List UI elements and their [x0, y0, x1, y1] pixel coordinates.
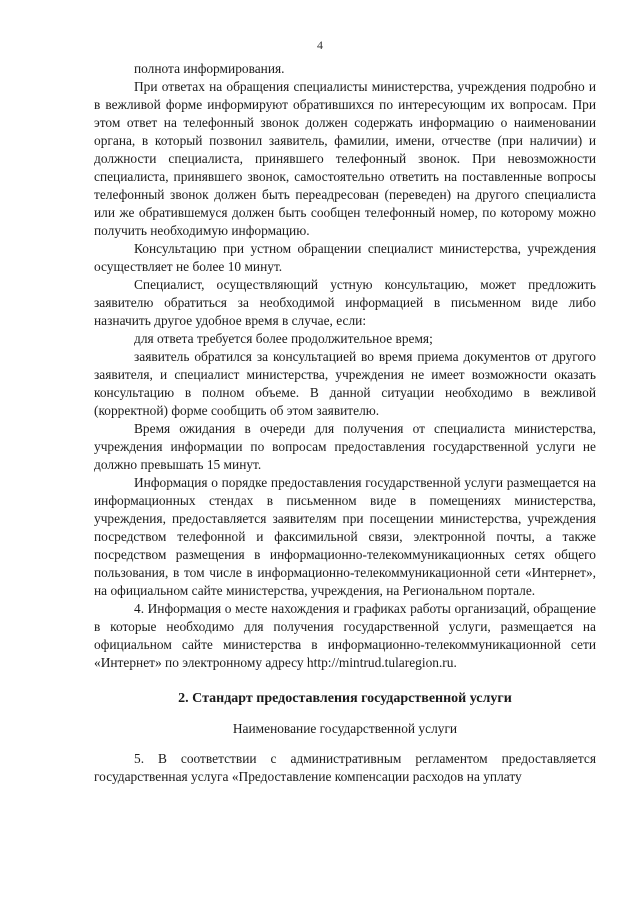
paragraph: для ответа требуется более продолжительное время; — [134, 331, 433, 346]
paragraph: Консультацию при устном обращении специалист министерства, учреждения осуществляет не более 10 минут. — [94, 241, 596, 274]
paragraph: полнота информирования. — [134, 61, 285, 76]
section-title: 2. Стандарт предоставления государственной услуги — [178, 691, 512, 706]
paragraph: Время ожидания в очереди для получения от специалиста министерства, учреждения информации по вопросам предоставления государственной услуги не должно превышать 15 минут. — [94, 421, 596, 472]
paragraph: При ответах на обращения специалисты министерства, учреждения подробно и в вежливой форме информируют обратившихся по интересующим их вопросам. При этом ответ на телефонный звонок должен содержать информацию о наименовании органа, в который позвонил заявитель, фамилии, имени, отчестве (при наличии) и должности специалиста, принявшего телефонный звонок. При невозможности специалиста, принявшего звонок, самостоятельно ответить на поставленные вопросы телефонный звонок должен быть переадресован (переведен) на другого специалиста или же обратившемуся должен быть сообщен телефонный номер, по которому можно получить необходимую информацию. — [94, 79, 596, 238]
paragraph: заявитель обратился за консультацией во время приема документов от другого заявителя, и специалист министерства, учреждения не имеет возможности оказать консультацию в полном объеме. В данной ситуации необходимо в вежливой (корректной) форме сообщить об этом заявителю. — [94, 349, 596, 418]
paragraph: 4. Информация о месте нахождения и графиках работы организаций, обращение в которые необходимо для получения государственной услуги, размещается на официальном сайте министерства в информационно-телекоммуникационной сети «Интернет» по электронному адресу http://mintrud.tularegion.ru. — [94, 601, 596, 670]
document-body — [94, 60, 596, 786]
subsection-title: Наименование государственной услуги — [232, 721, 458, 736]
paragraph: 5. В соответствии с административным регламентом предоставляется государственная услуга «Предоставление компенсации расходов на уплату — [94, 751, 596, 784]
paragraph: Специалист, осуществляющий устную консультацию, может предложить заявителю обратиться за необходимой информацией в письменном виде либо назначить другое удобное время в случае, если: — [94, 277, 596, 328]
page-number: 4 — [317, 38, 323, 52]
paragraph: Информация о порядке предоставления государственной услуги размещается на информационных стендах в письменном виде в помещениях министерства, учреждения, предоставляется заявителям при посещении министерства, учреждения посредством телефонной и факсимильной связи, электронной почты, а также посредством размещения в информационно-телекоммуникационных сетях общего пользования, в том числе в информационно-телекоммуникационной сети «Интернет», на официальном сайте министерства, учреждения, на Региональном портале. — [94, 475, 596, 598]
